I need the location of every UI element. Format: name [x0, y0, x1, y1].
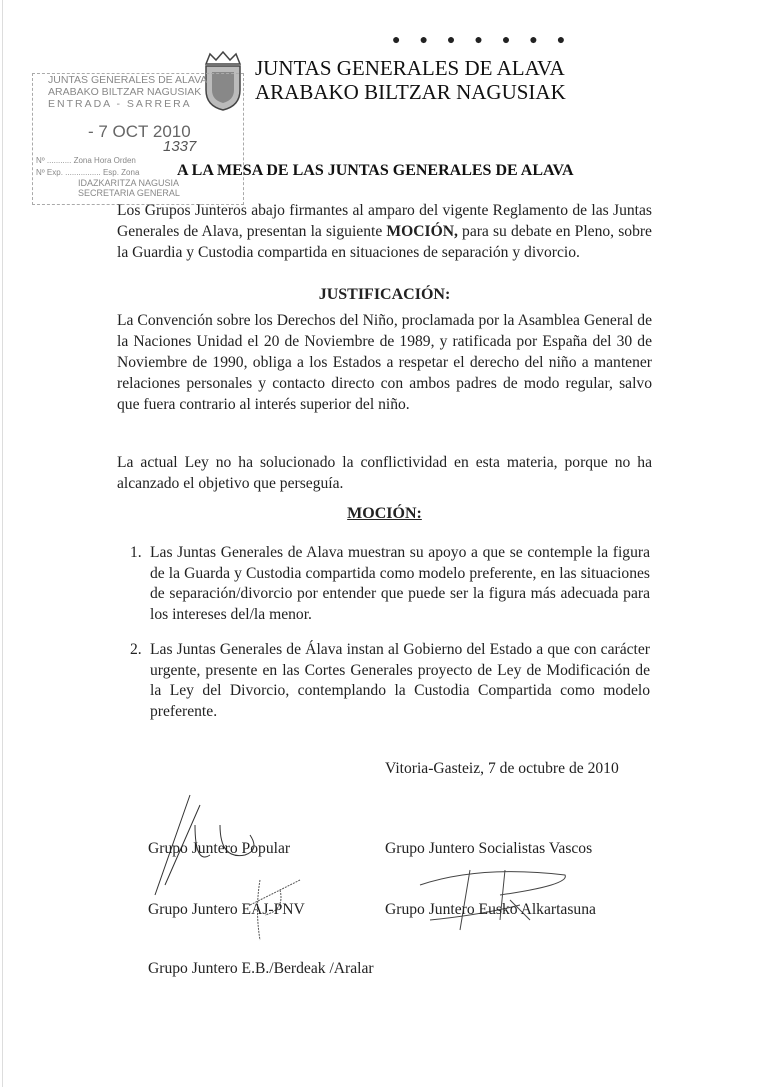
stamp-line: ENTRADA - SARRERA — [48, 98, 192, 110]
intro-bold: MOCIÓN, — [386, 223, 458, 240]
stamp-date: - 7 OCT 2010 — [88, 122, 191, 141]
justificacion-paragraph: La Convención sobre los Derechos del Niño, proclamada por la Asamblea General de la Naciones Unidad el 20 de Noviembre de 1989, y ratificada por España del 30 de Noviembre de 1990, obliga a los Estados a respetar el derecho del niño a mantener relaciones personales y contacto directo con ambos padres de modo regular, salvo que fuera contrario al interés superior del niño. — [117, 312, 652, 413]
intro-text: Los Grupos Junteros abajo firmantes al amparo del vigente Reglamento de las Juntas Generales de Alava, presentan la siguiente — [117, 202, 652, 240]
registry-stamp — [32, 73, 244, 205]
signatory: Grupo Juntero Socialistas Vascos — [385, 840, 593, 857]
stamp-number: 1337 — [163, 138, 197, 155]
addressee: A LA MESA DE LAS JUNTAS GENERALES DE ALAVA — [177, 162, 574, 179]
header-title-es: JUNTAS GENERALES DE ALAVA — [255, 56, 565, 80]
intro-paragraph — [117, 200, 652, 263]
stamp-line: SECRETARIA GENERAL — [78, 188, 180, 198]
header-dots: ●●●●●●● — [392, 33, 585, 48]
stamp-line: IDAZKARITZA NAGUSIA — [78, 178, 180, 188]
scan-edge — [2, 0, 3, 1087]
signatory: Grupo Juntero Eusko Alkartasuna — [385, 901, 596, 918]
justificacion-paragraph: La actual Ley no ha solucionado la conflictividad en esta materia, porque no ha alcanzado el objetivo que perseguía. — [117, 454, 652, 492]
item-text: Las Juntas Generales de Álava instan al Gobierno del Estado a que con carácter urgente, presente en las Cortes Generales proyecto de Ley de Modificación de la Ley del Divorcio, contemplando la Custodia Compartida como modelo preferente. — [150, 641, 650, 720]
stamp-line: Nº Exp. ................ Esp. Zona — [36, 168, 140, 177]
item-number: 2. — [130, 641, 142, 658]
mocion-heading: MOCIÓN: — [347, 505, 422, 522]
justificacion-heading: JUSTIFICACIÓN: — [318, 286, 451, 303]
stamp-line: JUNTAS GENERALES DE ALAVA — [48, 74, 208, 86]
stamp-line: Nº ........... Zona Hora Orden — [36, 156, 136, 165]
item-number: 1. — [130, 544, 142, 561]
header-title-eu: ARABAKO BILTZAR NAGUSIAK — [255, 80, 566, 104]
signatory: Grupo Juntero Popular — [148, 840, 291, 857]
stamp-line: ARABAKO BILTZAR NAGUSIAK — [48, 86, 202, 98]
signature-ea — [400, 860, 580, 940]
mocion-item — [130, 640, 650, 722]
item-text: Las Juntas Generales de Alava muestran su apoyo a que se contemple la figura de la Guarda y Custodia compartida como modelo preferente, en las situaciones de separación/divorcio por entender que puede ser la figura más adecuada para los intereses del/la menor. — [150, 544, 650, 623]
mocion-item — [130, 543, 650, 625]
place-date: Vitoria-Gasteiz, 7 de octubre de 2010 — [385, 760, 619, 777]
signatory: Grupo Juntero EAJ-PNV — [148, 901, 305, 918]
intro-text: para su debate en Pleno, sobre la Guardia y Custodia compartida en situaciones de separación y divorcio. — [117, 223, 652, 261]
signatory: Grupo Juntero E.B./Berdeak /Aralar — [148, 960, 374, 977]
